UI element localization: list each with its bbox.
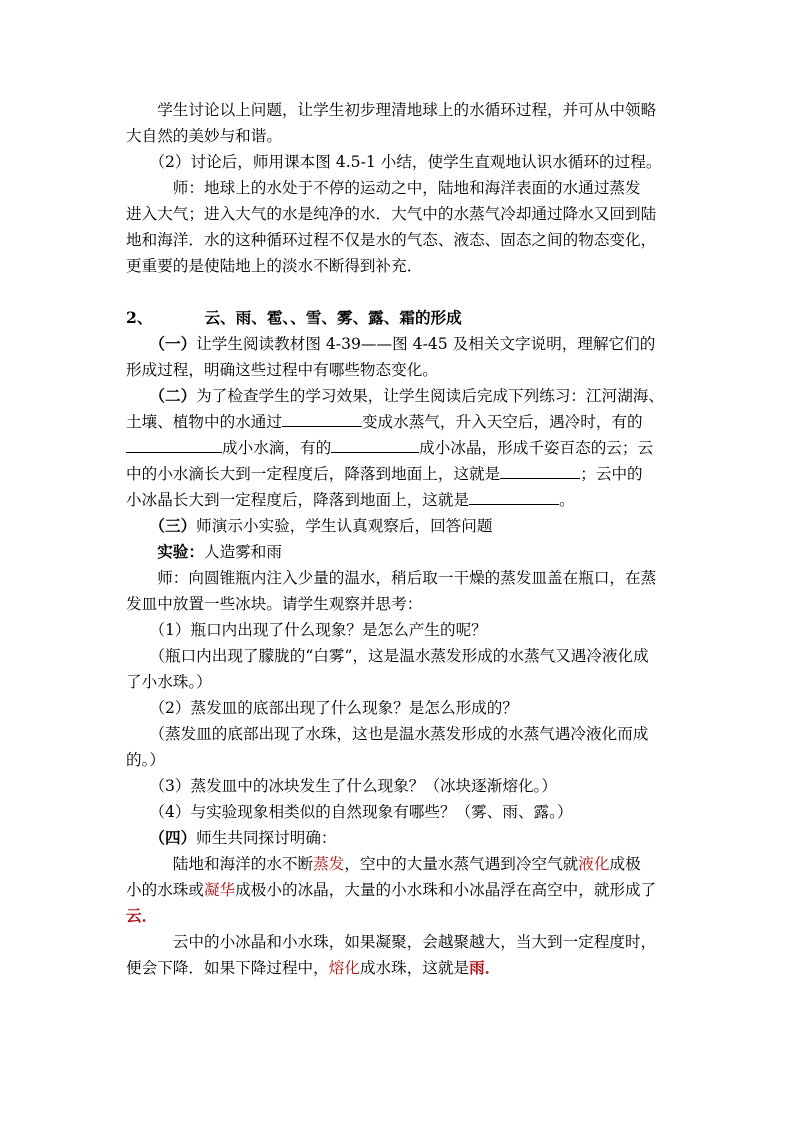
paragraph-line bbox=[126, 410, 671, 436]
line-text: 让学生阅读教材图 4-39——图 4-45 及相关文字说明，理解它们的 bbox=[196, 335, 656, 353]
paragraph-line bbox=[126, 488, 671, 514]
paragraph-line bbox=[126, 514, 671, 540]
line-text: 小冰晶长大到一定程度后，降落到地面上，这就是 bbox=[126, 491, 470, 509]
paragraph-line: （4）与实验现象相类似的自然现象有哪些？（雾、雨、露。） bbox=[126, 803, 573, 821]
line-text: 便会下降．如果下降过程中， bbox=[126, 959, 329, 977]
paragraph-line: 师：向圆锥瓶内注入少量的温水，稍后取一干燥的蒸发皿盖在瓶口，在蒸 bbox=[126, 569, 657, 587]
paragraph-line bbox=[126, 540, 671, 566]
experiment-label: 实验： bbox=[126, 542, 204, 561]
highlight-term: 凝华 bbox=[203, 881, 236, 899]
paragraph-line: 进入大气；进入大气的水是纯净的水．大气中的水蒸气冷却通过降水又回到陆 bbox=[126, 205, 657, 223]
fill-blank bbox=[126, 438, 222, 453]
paragraph-line: 地和海洋．水的这种循环过程不仅是水的气态、液态、固态之间的物态变化， bbox=[126, 231, 657, 249]
line-text: 为了检查学生的学习效果，让学生阅读后完成下列练习：江河湖海、 bbox=[196, 387, 664, 405]
paragraph-line bbox=[126, 956, 671, 982]
paragraph-line: 形成过程，明确这些过程中有哪些物态变化。 bbox=[126, 361, 438, 379]
paragraph-line: （瓶口内出现了朦胧的“白雾”，这是温水蒸发形成的水蒸气又遇冷液化成 bbox=[126, 647, 649, 665]
paragraph-line: 更重要的是使陆地上的淡水不断得到补充． bbox=[126, 257, 423, 275]
paragraph-line: 的。） bbox=[126, 751, 165, 769]
paragraph-line: （3）蒸发皿中的冰块发生了什么现象？（冰块逐渐熔化。） bbox=[126, 777, 557, 795]
paragraph-line bbox=[126, 332, 671, 358]
line-text: 土壤、植物中的水通过 bbox=[126, 413, 282, 431]
paragraph-line: （2）蒸发皿的底部出现了什么现象？是怎么形成的？ bbox=[126, 699, 518, 717]
line-text: 小的水珠或 bbox=[126, 881, 204, 899]
line-text: 师生共同探讨明确： bbox=[196, 829, 337, 847]
fill-blank bbox=[331, 438, 419, 453]
paragraph-line: 了小水珠。） bbox=[126, 673, 212, 691]
paragraph-line: 学生讨论以上问题，让学生初步理清地球上的水循环过程，并可从中领略 bbox=[126, 101, 657, 119]
paragraph-line: （1）瓶口内出现了什么现象？是怎么产生的呢？ bbox=[126, 621, 487, 639]
paragraph-line bbox=[126, 878, 671, 904]
step-label: （四） bbox=[126, 828, 197, 847]
line-text: 成水珠，这就是 bbox=[359, 959, 470, 977]
section-number: 2、 bbox=[126, 308, 153, 327]
line-text: 成极小的冰晶，大量的小水珠和小冰晶浮在高空中，就形成了 bbox=[235, 881, 657, 899]
line-text: 变成水蒸气，升入天空后，遇冷时，有的 bbox=[361, 413, 643, 431]
line-text: 成小冰晶，形成千姿百态的云；云 bbox=[419, 439, 654, 457]
paragraph-line bbox=[126, 826, 671, 852]
highlight-term: 熔化 bbox=[328, 959, 360, 977]
line-text: 。 bbox=[559, 491, 575, 509]
step-label: （二） bbox=[126, 386, 197, 405]
paragraph-line: 大自然的美妙与和谐。 bbox=[126, 127, 282, 145]
highlight-term: 云． bbox=[126, 906, 158, 925]
highlight-term: 雨． bbox=[469, 958, 501, 977]
paragraph-line bbox=[126, 384, 671, 410]
line-text: ；云中的 bbox=[580, 465, 643, 483]
section-title: 云、雨、雹、、雪、雾、露、霜的形成 bbox=[204, 308, 462, 327]
paragraph-line: 发皿中放置一些冰块。请学生观察并思考： bbox=[126, 595, 423, 613]
paragraph-line bbox=[126, 852, 671, 878]
paragraph-line: （蒸发皿的底部出现了水珠，这也是温水蒸发形成的水蒸气遇冷液化而成 bbox=[126, 725, 649, 743]
fill-blank bbox=[469, 490, 559, 505]
step-label: （三） bbox=[126, 516, 197, 535]
highlight-term: 蒸发 bbox=[313, 855, 345, 873]
line-text: 师演示小实验，学生认真观察后，回答问题 bbox=[196, 517, 493, 535]
paragraph-line: 云中的小冰晶和小水珠，如果凝聚，会越聚越大，当大到一定程度时， bbox=[126, 933, 657, 951]
line-text: 陆地和海洋的水不断 bbox=[126, 855, 314, 873]
line-text: ，空中的大量水蒸气遇到冷空气就 bbox=[344, 855, 579, 873]
fill-blank bbox=[500, 464, 580, 479]
paragraph-line bbox=[126, 436, 671, 462]
paragraph-line bbox=[126, 462, 671, 488]
line-text: 成小水滴，有的 bbox=[222, 439, 332, 457]
line-text: 成极 bbox=[609, 855, 641, 873]
line-text: 中的小水滴长大到一定程度后，降落到地面上，这就是 bbox=[126, 465, 501, 483]
fill-blank bbox=[282, 412, 362, 427]
line-text: 人造雾和雨 bbox=[203, 543, 282, 561]
step-label: （一） bbox=[126, 334, 197, 353]
highlight-term: 液化 bbox=[578, 855, 610, 873]
section-heading bbox=[126, 306, 671, 332]
paragraph-line: （2）讨论后，师用课本图 4.5-1 小结，使学生直观地认识水循环的过程。 bbox=[126, 153, 662, 171]
paragraph-line: 师：地球上的水处于不停的运动之中，陆地和海洋表面的水通过蒸发 bbox=[126, 179, 641, 197]
